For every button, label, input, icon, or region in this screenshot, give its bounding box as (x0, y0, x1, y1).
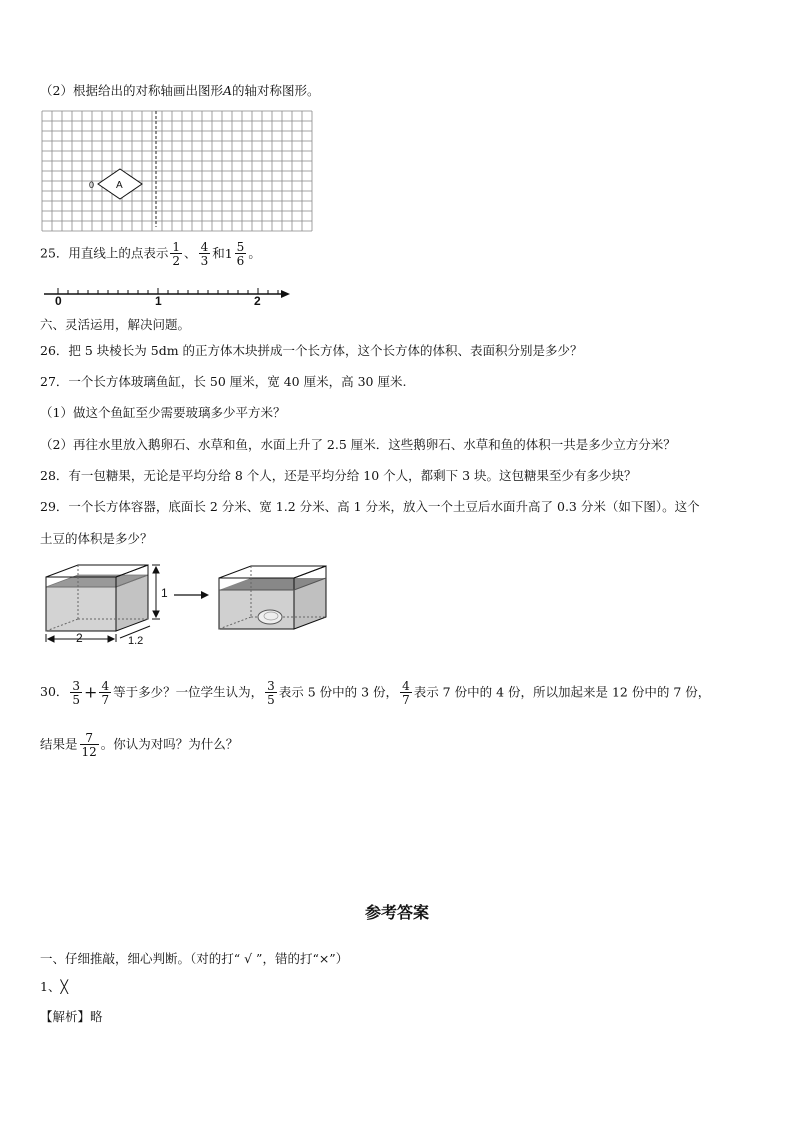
box-after-water-front (219, 590, 294, 629)
q25-prefix: 25．用直线上的点表示 (40, 245, 169, 261)
frac-den: 5 (72, 692, 81, 707)
dim-width-label: 1.2 (128, 635, 144, 647)
frac-num: 3 (72, 678, 81, 693)
frac-den: 2 (172, 254, 181, 268)
frac-7-12 (80, 732, 99, 758)
frac-4-7 (99, 680, 111, 706)
q25-sep: 、 (184, 245, 197, 261)
frac-den: 5 (267, 692, 275, 707)
frac-3-5-b (265, 680, 277, 706)
q25-sep: 和 (212, 245, 225, 261)
nl-label-1: 1 (155, 294, 162, 308)
frac-num: 3 (267, 678, 275, 693)
q30-text: 表示 7 份中的 4 份，所以加起来是 12 份中的 7 份， (413, 684, 711, 700)
frac-3-5 (70, 680, 82, 706)
answers-title: 参考答案 (364, 903, 429, 922)
dim-length-label: 2 (76, 631, 83, 645)
answer-1-note: 【解析】略 (40, 1009, 103, 1024)
q27: 27．一个长方体玻璃鱼缸，长 50 厘米，宽 40 厘米，高 30 厘米. (40, 374, 407, 389)
box-before-water-front (46, 587, 116, 631)
nl-label-2: 2 (254, 294, 261, 308)
q28: 28．有一包糖果，无论是平均分给 8 个人，还是平均分给 10 个人，都剩下 3 块。这包糖果至少有多少块？ (40, 468, 637, 483)
q24-2-text-after: 的轴对称图形。 (232, 83, 320, 98)
symmetry-grid (0, 105, 794, 235)
frac-num: 4 (402, 678, 410, 693)
q30-text: 。你认为对吗？为什么？ (100, 736, 239, 752)
q25-prompt (40, 241, 261, 267)
q29-line2: 土豆的体积是多少？ (40, 531, 153, 546)
q24-2-prompt (40, 82, 320, 100)
q30-text: 等于多少？一位学生认为， (113, 684, 264, 700)
frac-den: 12 (81, 744, 97, 759)
q25-suffix: 。 (248, 245, 261, 261)
answer-1: 1、╳ (40, 979, 68, 994)
q29-line1: 29．一个长方体容器，底面长 2 分米、宽 1.2 分米、高 1 分米，放入一个土豆后水面升高了 0.3 分米（如下图）。这个 (40, 499, 700, 514)
q30-text: 表示 5 份中的 3 份， (278, 684, 399, 700)
q27-2: （2）再往水里放入鹅卵石、水草和鱼，水面上升了 2.5 厘米．这些鹅卵石、水草和鱼的体积一共是多少立方分米？ (40, 437, 676, 452)
grid-point-label: 0 (89, 180, 95, 190)
q30-line2 (40, 724, 238, 765)
frac-5-6 (235, 241, 247, 267)
nl-label-0: 0 (55, 294, 62, 308)
frac-num: 7 (85, 730, 93, 745)
frac-den: 7 (101, 692, 110, 707)
frac-4-3 (199, 241, 211, 267)
mixed-int: 1 (224, 246, 233, 261)
dim-height-label: 1 (161, 586, 168, 600)
frac-num: 5 (236, 240, 245, 254)
answers-section-1: 一、仔细推敲，细心判断。（对的打“ √ ”，错的打“×”） (40, 951, 349, 966)
frac-den: 3 (200, 254, 209, 268)
frac-4-7-b (400, 680, 412, 706)
frac-1-2 (170, 241, 182, 267)
number-line (0, 283, 794, 313)
frac-den: 6 (236, 254, 245, 268)
frac-num: 1 (172, 240, 181, 254)
plus-sign: + (84, 682, 98, 702)
q30-text: 结果是 (40, 736, 78, 752)
box-before (46, 565, 148, 631)
box-after (219, 566, 326, 629)
transition-arrow (174, 591, 209, 599)
frac-den: 7 (402, 692, 410, 707)
q24-2-text-before: （2）根据给出的对称轴画出图形 (40, 83, 223, 98)
q30-line1 (40, 672, 710, 713)
q27-1: （1）做这个鱼缸至少需要玻璃多少平方米？ (40, 405, 286, 420)
frac-num: 4 (200, 240, 209, 254)
frac-num: 4 (101, 678, 110, 693)
section-6-heading: 六、灵活运用，解决问题。 (40, 317, 191, 332)
q30-num: 30． (40, 684, 69, 699)
figure-var: A (222, 83, 232, 98)
container-figure (0, 560, 794, 655)
number-line-arrow (281, 290, 290, 298)
shape-a-label: A (116, 180, 123, 191)
q26: 26．把 5 块棱长为 5dm 的正方体木块拼成一个长方体，这个长方体的体积、表面积分别是多少？ (40, 343, 583, 358)
